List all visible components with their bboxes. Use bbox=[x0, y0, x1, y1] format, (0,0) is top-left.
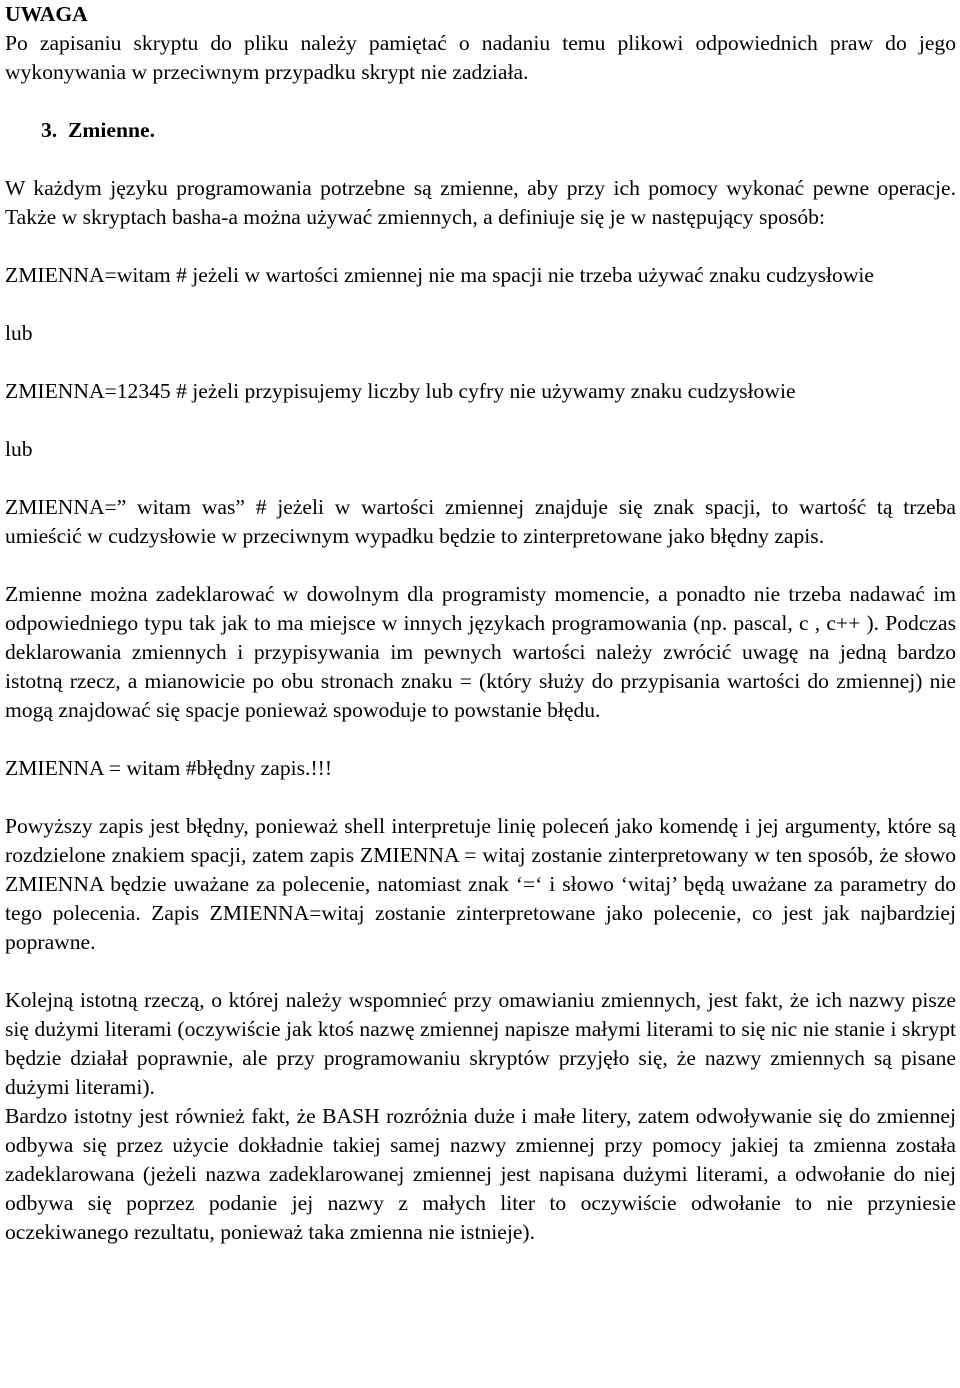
warning-text: Po zapisaniu skryptu do pliku należy pamiętać o nadaniu temu plikowi odpowiednich praw do jego wykonywania w przeciwnym przypadku skrypt nie zadziała. bbox=[5, 31, 956, 84]
bad-example: ZMIENNA = witam #błędny zapis.!!! bbox=[5, 756, 333, 780]
section-title: Zmienne. bbox=[68, 118, 155, 142]
section-heading bbox=[5, 116, 956, 145]
code-example-3: ZMIENNA=” witam was” # jeżeli w wartości zmiennej znajduje się znak spacji, to wartość tą trzeba umieścić w cudzysłowie w przeciwnym wypadku będzie to zinterpretowane jako błędny zapis. bbox=[5, 495, 956, 548]
paragraph-case: Bardzo istotny jest również fakt, że BASH rozróżnia duże i małe litery, zatem odwoływanie się do zmiennej odbywa się przez użycie dokładnie takiej samej nazwy zmiennej przy pomocy jakiej ta zmienna została zadeklarowana (jeżeli nazwa zadeklarowanej zmiennej jest napisana dużymi literami, a odwołanie do niej odbywa się poprzez podanie jej nazwy z małych liter to oczywiście odwołanie to nie przyniesie oczekiwanego rezultatu, ponieważ taka zmienna nie istnieje). bbox=[5, 1104, 956, 1244]
paragraph-names: Kolejną istotną rzeczą, o której należy wspomnieć przy omawianiu zmiennych, jest fakt, że ich nazwy pisze się dużymi literami (oczywiście jak ktoś nazwę zmiennej napisze małymi literami to się nic nie stanie i skrypt będzie działał poprawnie, ale przy programowaniu skryptów przyjęło się, że nazwy zmiennych są pisane dużymi literami). bbox=[5, 988, 956, 1099]
paragraph-explain: Powyższy zapis jest błędny, ponieważ shell interpretuje linię poleceń jako komendę i jej argumenty, które są rozdzielone znakiem spacji, zatem zapis ZMIENNA = witaj zostanie zinterpretowany w ten sposób, że słowo ZMIENNA będzie uważane za polecenie, natomiast znak ‘=‘ i słowo ‘witaj’ będą uważane za parametry do tego polecenia. Zapis ZMIENNA=witaj zostanie zinterpretowane jako polecenie, co jest jak najbardziej poprawne. bbox=[5, 814, 956, 954]
code-example-1: ZMIENNA=witam # jeżeli w wartości zmiennej nie ma spacji nie trzeba używać znaku cudzysłowie bbox=[5, 263, 875, 287]
or-separator-1: lub bbox=[5, 321, 33, 345]
warning-title: UWAGA bbox=[5, 2, 88, 26]
code-example-2: ZMIENNA=12345 # jeżeli przypisujemy liczby lub cyfry nie używamy znaku cudzysłowie bbox=[5, 379, 796, 403]
or-separator-2: lub bbox=[5, 437, 33, 461]
section-number: 3. bbox=[41, 118, 58, 142]
paragraph-intro: W każdym języku programowania potrzebne są zmienne, aby przy ich pomocy wykonać pewne operacje. Także w skryptach basha-a można używać zmiennych, a definiuje się je w następujący sposób: bbox=[5, 176, 956, 229]
paragraph-declare: Zmienne można zadeklarować w dowolnym dla programisty momencie, a ponadto nie trzeba nadawać im odpowiedniego typu tak jak to ma miejsce w innych językach programowania (np. pascal, c , c++ ). Podczas deklarowania zmiennych i przypisywania im pewnych wartości należy zwrócić uwagę na jedną bardzo istotną rzecz, a mianowicie po obu stronach znaku = (który służy do przypisania wartości do zmiennej) nie mogą znajdować się spacje ponieważ spowoduje to powstanie błędu. bbox=[5, 582, 956, 722]
